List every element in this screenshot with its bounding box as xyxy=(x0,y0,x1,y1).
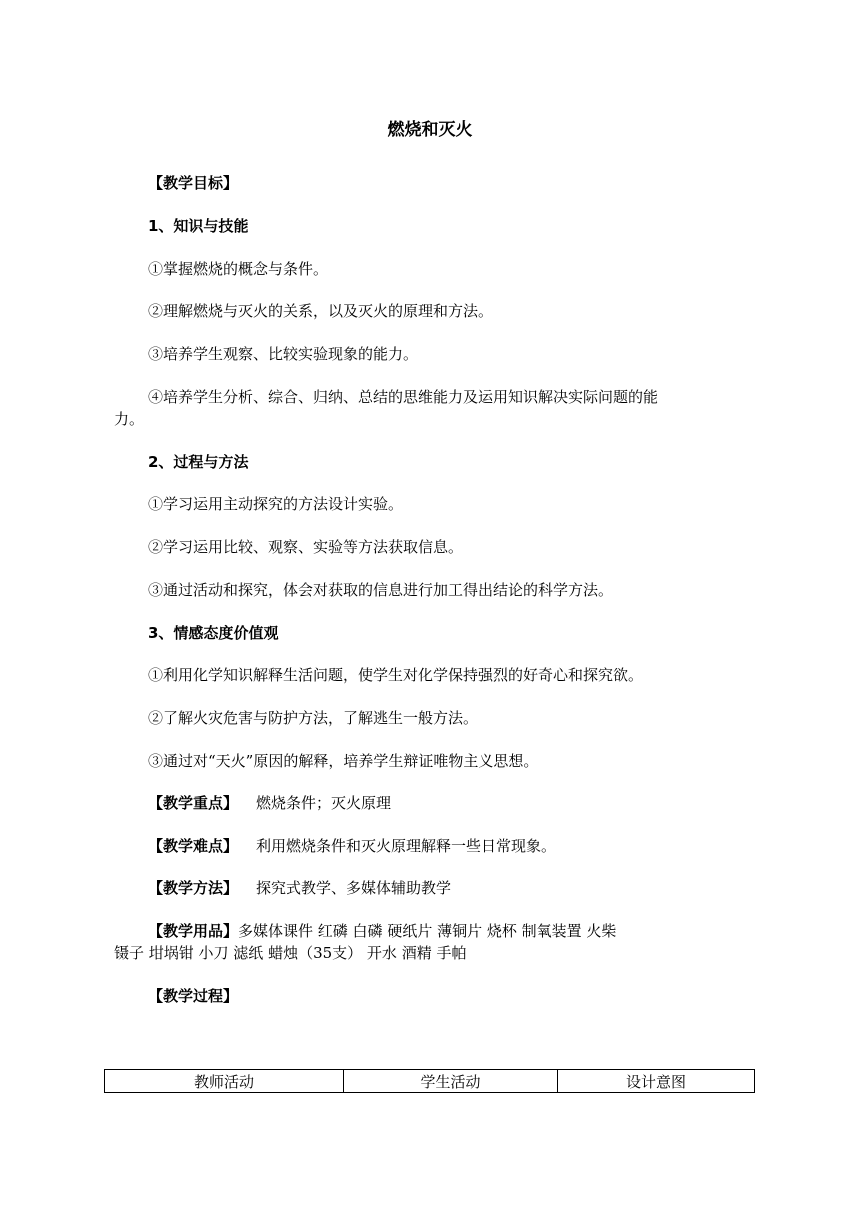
process-method-heading: 2、过程与方法 xyxy=(148,453,249,471)
table-header-teacher: 教师活动 xyxy=(105,1070,344,1093)
materials-label: 【教学用品】 xyxy=(148,922,239,940)
table-header-student: 学生活动 xyxy=(344,1070,558,1093)
methods-value: 探究式教学、多媒体辅助教学 xyxy=(256,879,452,897)
difficulties-value: 利用燃烧条件和灭火原理解释一些日常现象。 xyxy=(256,837,557,855)
knowledge-item-2: ②理解燃烧与灭火的关系，以及灭火的原理和方法。 xyxy=(148,302,494,320)
objectives-heading: 【教学目标】 xyxy=(148,174,239,192)
difficulties-label: 【教学难点】 xyxy=(148,837,239,855)
methods-label: 【教学方法】 xyxy=(148,879,239,897)
process-method-item-1: ①学习运用主动探究的方法设计实验。 xyxy=(148,495,404,513)
process-method-item-2: ②学习运用比较、观察、实验等方法获取信息。 xyxy=(148,538,464,556)
knowledge-heading: 1、知识与技能 xyxy=(148,217,249,235)
table-header-design: 设计意图 xyxy=(558,1070,755,1093)
process-heading: 【教学过程】 xyxy=(148,987,239,1005)
emotion-item-3: ③通过对“天火”原因的解释，培养学生辩证唯物主义思想。 xyxy=(148,752,539,770)
emotion-item-1: ①利用化学知识解释生活问题，使学生对化学保持强烈的好奇心和探究欲。 xyxy=(148,666,644,684)
difficulties-row xyxy=(148,835,556,857)
key-points-value: 燃烧条件；灭火原理 xyxy=(256,794,392,812)
materials-line1: 多媒体课件 红磷 白磷 硬纸片 薄铜片 烧杯 制氧装置 火柴 xyxy=(238,922,617,940)
knowledge-item-3: ③培养学生观察、比较实验现象的能力。 xyxy=(148,345,419,363)
materials-line2: 镊子 坩埚钳 小刀 滤纸 蜡烛（35支） 开水 酒精 手帕 xyxy=(114,944,467,962)
materials-row xyxy=(148,920,616,942)
key-points-label: 【教学重点】 xyxy=(148,794,239,812)
emotion-heading: 3、情感态度价值观 xyxy=(148,624,279,642)
knowledge-item-4-cont: 力。 xyxy=(114,410,145,428)
process-table xyxy=(104,1069,755,1093)
process-method-item-3: ③通过活动和探究，体会对获取的信息进行加工得出结论的科学方法。 xyxy=(148,581,614,599)
emotion-item-2: ②了解火灾危害与防护方法，了解逃生一般方法。 xyxy=(148,709,479,727)
page-title: 燃烧和灭火 xyxy=(387,120,473,140)
key-points-row xyxy=(148,792,391,814)
table-header-row xyxy=(105,1070,755,1093)
knowledge-item-4: ④培养学生分析、综合、归纳、总结的思维能力及运用知识解决实际问题的能 xyxy=(148,388,659,406)
knowledge-item-1: ①掌握燃烧的概念与条件。 xyxy=(148,260,329,278)
methods-row xyxy=(148,877,451,899)
